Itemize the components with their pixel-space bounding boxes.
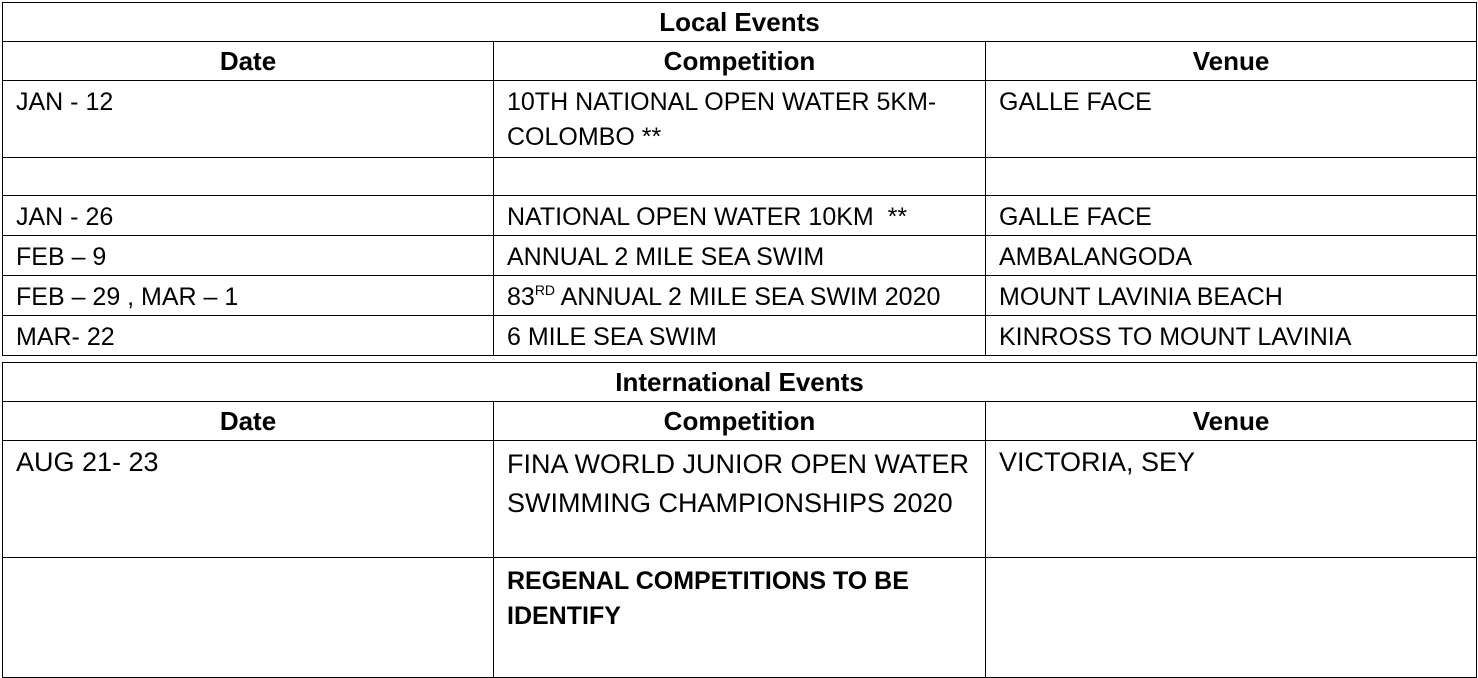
local-header-competition: Competition: [494, 42, 986, 81]
table-row: [3, 196, 1477, 236]
date-cell: JAN - 12: [3, 81, 494, 158]
local-header-row: [3, 42, 1477, 81]
date-cell: FEB – 29 , MAR – 1: [3, 276, 494, 316]
date-cell: AUG 21- 23: [3, 441, 494, 558]
international-events-table: [2, 362, 1477, 678]
competition-line: 10TH NATIONAL OPEN WATER 5KM-: [507, 88, 937, 116]
competition-line: IDENTIFY: [507, 602, 621, 630]
date-cell: [3, 558, 494, 678]
date-cell: MAR- 22: [3, 316, 494, 356]
venue-cell: AMBALANGODA: [986, 236, 1477, 276]
venue-cell: [986, 158, 1477, 196]
venue-cell: MOUNT LAVINIA BEACH: [986, 276, 1477, 316]
venue-cell: VICTORIA, SEY: [986, 441, 1477, 558]
competition-number: 83: [507, 283, 535, 311]
table-row: [3, 316, 1477, 356]
competition-line: REGENAL COMPETITIONS TO BE: [507, 567, 909, 595]
international-header-row: [3, 402, 1477, 441]
date-cell: [3, 158, 494, 196]
international-header-competition: Competition: [494, 402, 986, 441]
competition-line: FINA WORLD JUNIOR OPEN WATER: [507, 449, 970, 479]
competition-rest: ANNUAL 2 MILE SEA SWIM 2020: [555, 283, 941, 311]
competition-cell: ANNUAL 2 MILE SEA SWIM: [494, 236, 986, 276]
date-cell: FEB – 9: [3, 236, 494, 276]
competition-cell: 6 MILE SEA SWIM: [494, 316, 986, 356]
table-row: [3, 441, 1477, 558]
competition-cell: [494, 441, 986, 558]
competition-line: COLOMBO **: [507, 123, 662, 151]
table-row: [3, 558, 1477, 678]
competition-cell: NATIONAL OPEN WATER 10KM **: [494, 196, 986, 236]
local-header-date: Date: [3, 42, 494, 81]
competition-cell: [494, 81, 986, 158]
table-row: [3, 158, 1477, 196]
competition-cell: [494, 276, 986, 316]
local-events-title: Local Events: [3, 3, 1477, 42]
competition-line: SWIMMING CHAMPIONSHIPS 2020: [507, 488, 953, 518]
competition-cell: [494, 158, 986, 196]
venue-cell: [986, 558, 1477, 678]
local-events-table: [2, 2, 1477, 356]
venue-cell: KINROSS TO MOUNT LAVINIA: [986, 316, 1477, 356]
international-events-title: International Events: [3, 363, 1477, 402]
date-cell: JAN - 26: [3, 196, 494, 236]
venue-cell: GALLE FACE: [986, 81, 1477, 158]
table-row: [3, 81, 1477, 158]
table-row: [3, 236, 1477, 276]
competition-cell: [494, 558, 986, 678]
venue-cell: GALLE FACE: [986, 196, 1477, 236]
ordinal-suffix: RD: [534, 282, 556, 298]
international-header-date: Date: [3, 402, 494, 441]
local-header-venue: Venue: [986, 42, 1477, 81]
international-header-venue: Venue: [986, 402, 1477, 441]
table-row: [3, 276, 1477, 316]
